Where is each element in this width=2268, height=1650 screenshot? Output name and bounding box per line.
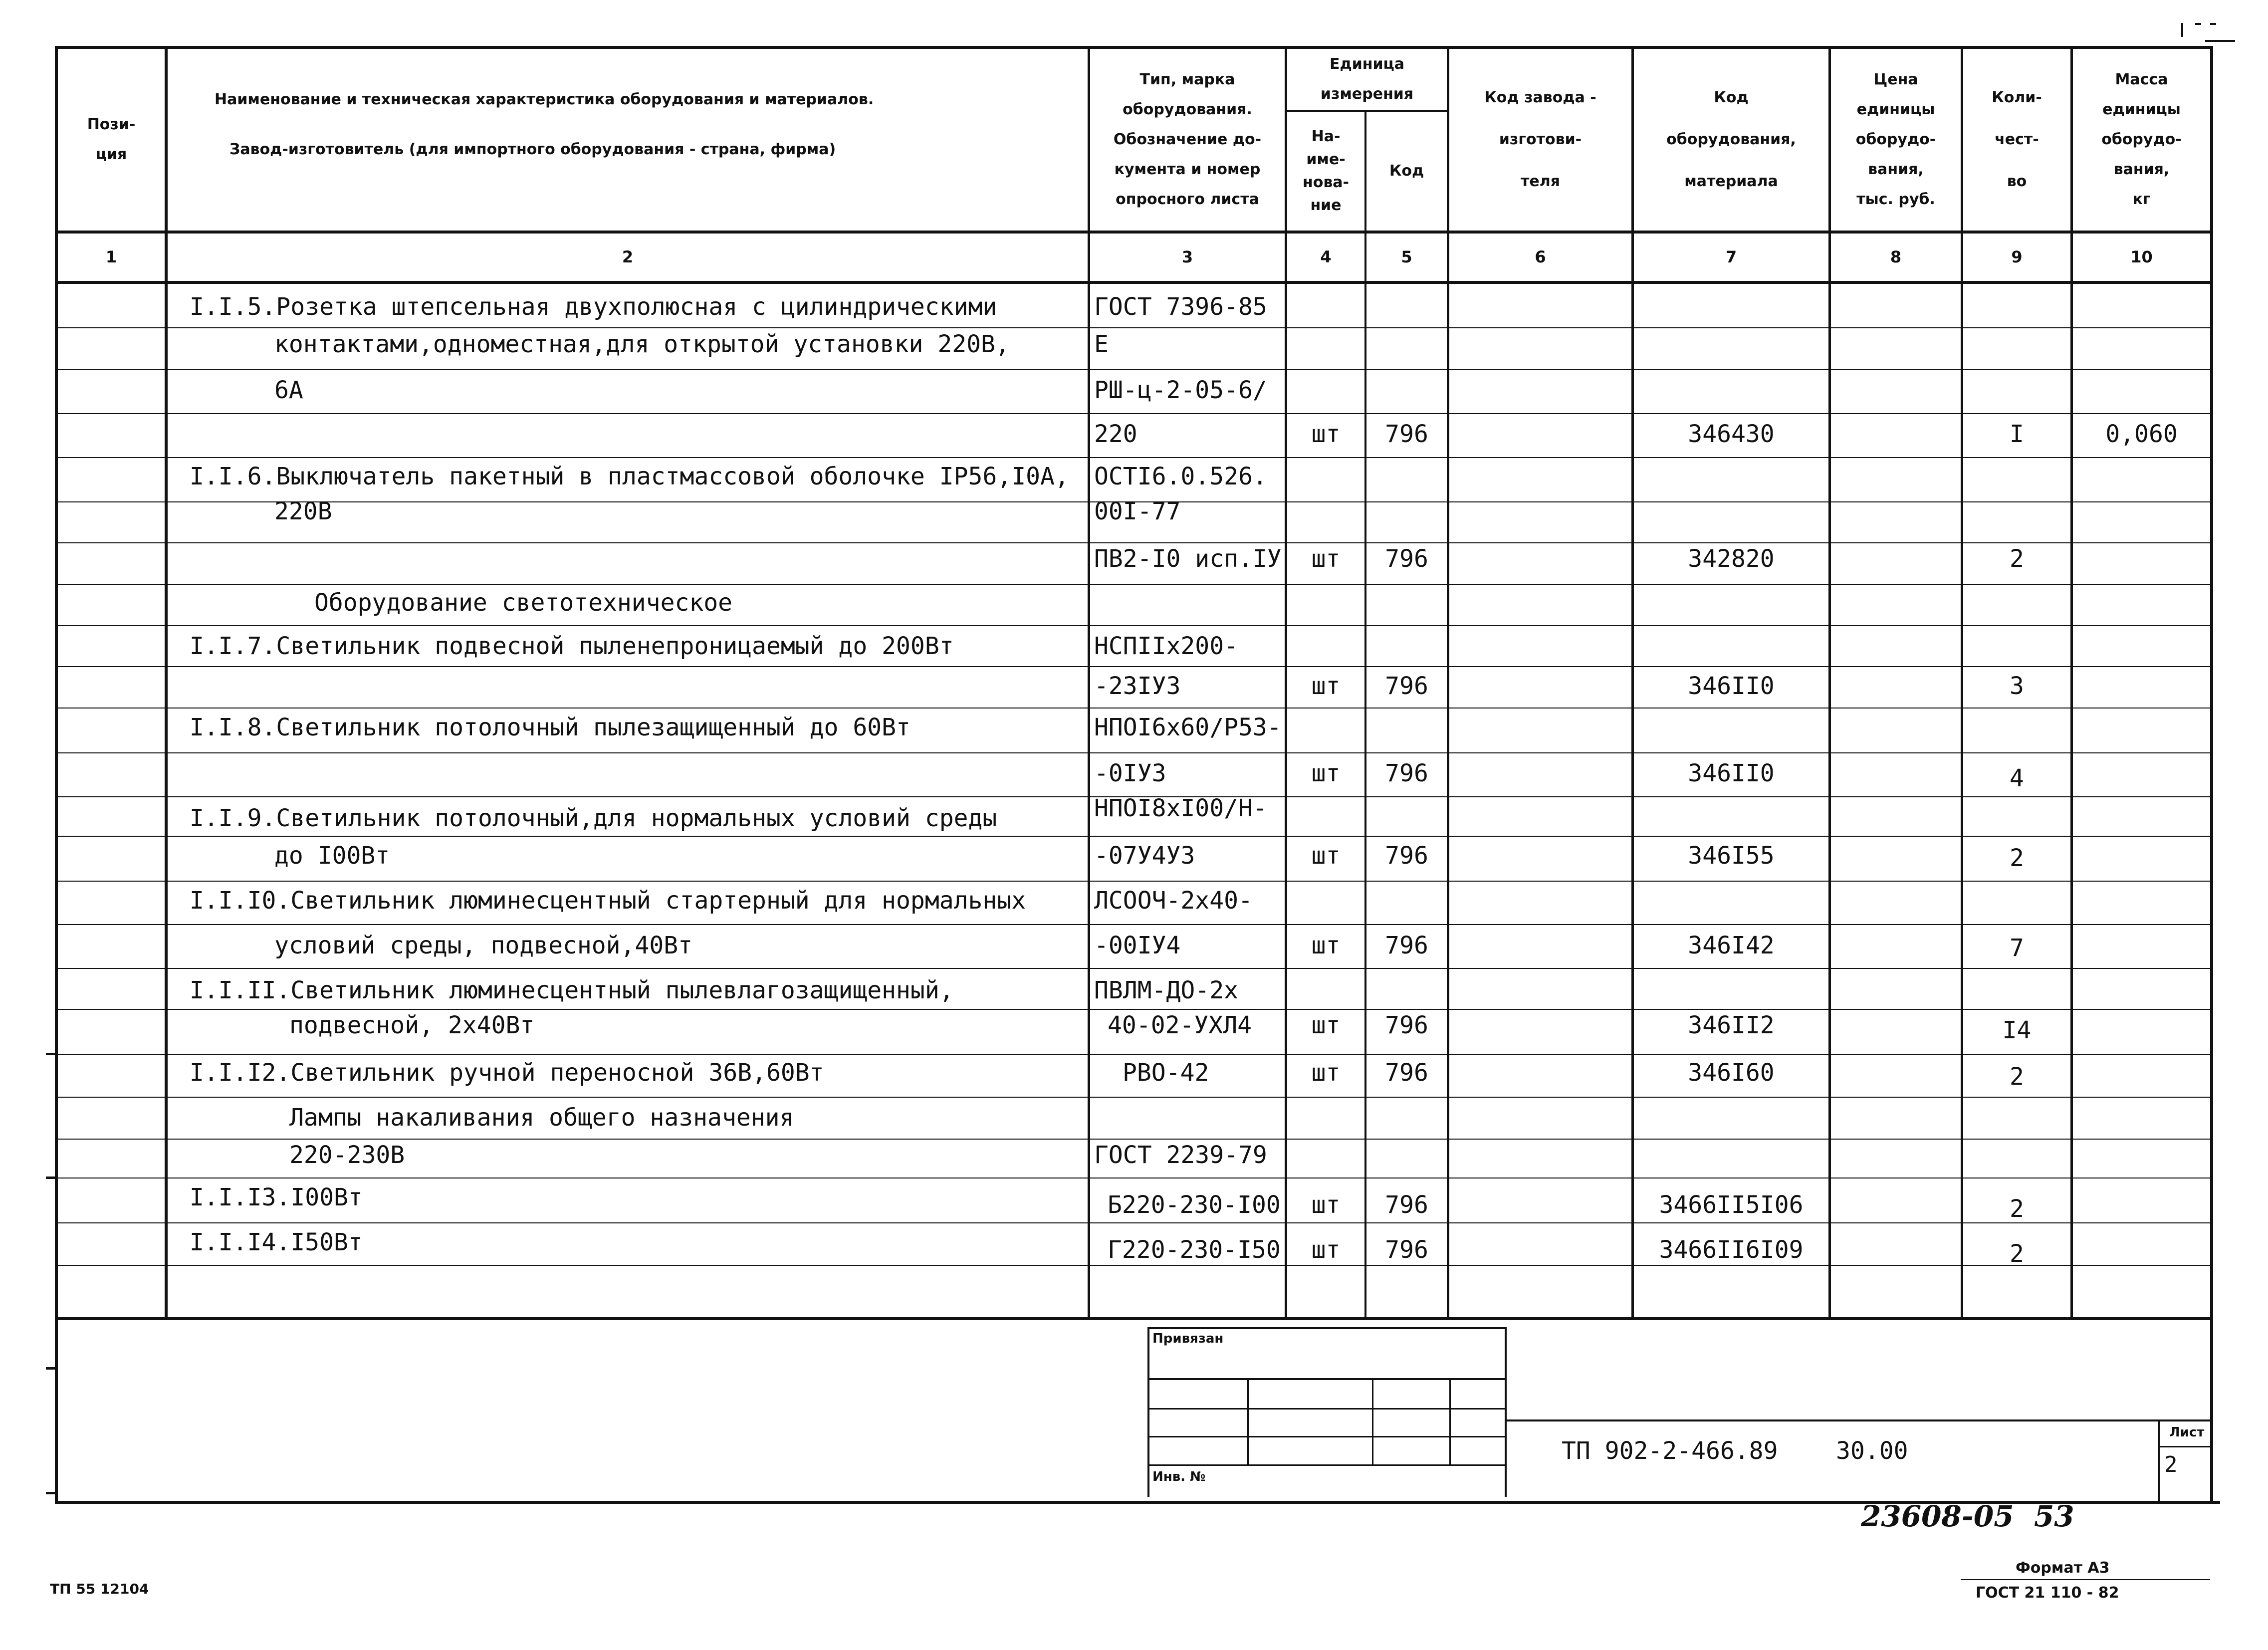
- column-number: 10: [2130, 247, 2153, 266]
- item-type: -23IУ3: [1094, 672, 1181, 700]
- column-number: 8: [1890, 247, 1902, 266]
- item-type: ПВ2-I0 исп.IУ: [1094, 545, 1282, 573]
- attached-label: Привязан: [1152, 1331, 1224, 1346]
- column-number: 5: [1401, 247, 1412, 266]
- item-material-code: 346II0: [1688, 759, 1775, 787]
- item-unit-code: 796: [1385, 842, 1428, 870]
- item-type: -07У4У3: [1094, 842, 1195, 870]
- section-heading: Лампы накаливания общего назначения: [289, 1104, 794, 1132]
- header-col-quantity: Коли- чест- во: [1992, 89, 2042, 190]
- header-col-type: Тип, марка оборудования. Обозначение до- кумента и номер опросного листа: [1113, 71, 1262, 208]
- item-name: 220В: [274, 497, 332, 525]
- item-name: I.I.8.Светильник потолочный пылезащищенный до 60Вт: [190, 713, 910, 741]
- item-unit: шт: [1311, 1059, 1341, 1087]
- sheet-label: Лист: [2169, 1425, 2205, 1440]
- item-quantity: 2: [2010, 1195, 2024, 1223]
- item-quantity: 2: [2010, 1063, 2024, 1091]
- column-number: 3: [1181, 247, 1193, 266]
- item-quantity: 2: [2010, 1240, 2024, 1268]
- column-number: 6: [1535, 247, 1546, 266]
- item-type: НСПIIх200-: [1094, 632, 1238, 660]
- item-material-code: 342820: [1688, 545, 1775, 573]
- item-unit-code: 796: [1385, 1236, 1428, 1264]
- item-name: I.I.I3.I00Вт: [190, 1183, 363, 1211]
- item-unit-code: 796: [1385, 420, 1428, 448]
- item-type: Е: [1094, 330, 1109, 358]
- item-name: условий среды, подвесной,40Вт: [274, 932, 693, 959]
- item-type: НПОI6х60/Р53-: [1094, 713, 1282, 741]
- item-material-code: 346I55: [1688, 842, 1775, 870]
- item-type: 40-02-УХЛ4: [1108, 1011, 1252, 1039]
- format-label: Формат А3: [2016, 1559, 2110, 1577]
- section-heading: Оборудование светотехническое: [314, 589, 733, 617]
- section-code: 30.00: [1836, 1437, 1908, 1465]
- item-quantity: 3: [2010, 672, 2024, 700]
- header-col-position: Пози- ция: [87, 116, 136, 163]
- item-material-code: 346I42: [1688, 932, 1775, 959]
- header-col-mass: Масса единицы оборудо- вания, кг: [2101, 71, 2182, 208]
- header-col-unit-group: Единица измерения: [1320, 55, 1414, 103]
- item-name: I.I.I2.Светильник ручной переносной 36В,60Вт: [190, 1059, 824, 1087]
- item-name: подвесной, 2х40Вт: [289, 1011, 535, 1039]
- item-material-code: 346430: [1688, 420, 1775, 448]
- item-material-code: 346I60: [1688, 1059, 1775, 1087]
- item-type: ОСТI6.0.526.: [1094, 463, 1267, 490]
- gost-label: ГОСТ 21 110 - 82: [1976, 1584, 2119, 1602]
- document-code: ТП 902-2-466.89: [1562, 1437, 1778, 1465]
- item-type: -00IУ4: [1094, 932, 1181, 959]
- sheet-number: 2: [2164, 1452, 2178, 1477]
- item-type: -0IУ3: [1094, 759, 1166, 787]
- item-name: I.I.9.Светильник потолочный,для нормальных условий среды: [190, 804, 997, 832]
- item-quantity: 2: [2010, 545, 2024, 573]
- column-number: 2: [622, 247, 634, 266]
- item-unit: шт: [1311, 1011, 1341, 1039]
- item-unit: шт: [1311, 842, 1341, 870]
- item-unit-code: 796: [1385, 672, 1428, 700]
- item-name: 6А: [274, 376, 303, 404]
- item-unit-code: 796: [1385, 1191, 1428, 1219]
- column-number: 4: [1320, 247, 1332, 266]
- item-unit: шт: [1311, 759, 1341, 787]
- item-type: ГОСТ 7396-85: [1094, 293, 1267, 321]
- item-type: ПВЛМ-ДО-2х: [1094, 976, 1238, 1004]
- item-quantity: 4: [2010, 764, 2024, 792]
- item-name: I.I.5.Розетка штепсельная двухполюсная с цилиндрическими: [190, 293, 997, 321]
- header-col-unit-code: Код: [1389, 162, 1424, 180]
- item-material-code: 346II2: [1688, 1011, 1775, 1039]
- item-name: контактами,одноместная,для открытой установки 220В,: [274, 330, 1010, 358]
- handwritten-number: 23608-05 53: [1861, 1499, 2074, 1533]
- item-name: 220-230В: [289, 1141, 405, 1169]
- item-quantity: I: [2010, 420, 2024, 448]
- item-type: ЛСООЧ-2х40-: [1094, 887, 1253, 915]
- item-unit: шт: [1311, 672, 1341, 700]
- item-name: I.I.II.Светильник люминесцентный пылевлагозащищенный,: [190, 976, 954, 1004]
- item-type: Г220-230-I50: [1108, 1236, 1281, 1264]
- header-col-plant-code: Код завода - изготови- теля: [1484, 89, 1596, 190]
- item-unit-code: 796: [1385, 759, 1428, 787]
- header-col-material-code: Код оборудования, материала: [1666, 89, 1796, 190]
- item-material-code: 3466II5I06: [1659, 1191, 1804, 1219]
- item-unit: шт: [1311, 1191, 1341, 1219]
- item-unit-code: 796: [1385, 1011, 1428, 1039]
- item-name: I.I.6.Выключатель пакетный в пластмассовой оболочке IP56,I0А,: [190, 463, 1069, 490]
- item-unit: шт: [1311, 1236, 1341, 1264]
- header-col-name-line2: Завод-изготовитель (для импортного оборудования - страна, фирма): [229, 141, 836, 158]
- header-col-unit-name: На- име- нова- ние: [1302, 128, 1350, 214]
- footer-rule: [1961, 1579, 2210, 1580]
- item-unit: шт: [1311, 420, 1341, 448]
- item-type: НПОI8хI00/Н-: [1094, 794, 1267, 822]
- item-quantity: 2: [2010, 844, 2024, 872]
- header-col-price: Цена единицы оборудо- вания, тыс. руб.: [1855, 71, 1936, 208]
- item-type: ГОСТ 2239-79: [1094, 1141, 1267, 1169]
- item-type: 220: [1094, 420, 1137, 448]
- item-name: I.I.7.Светильник подвесной пыленепроницаемый до 200Вт: [190, 632, 954, 660]
- column-number: 9: [2011, 247, 2023, 266]
- item-unit: шт: [1311, 545, 1341, 573]
- item-quantity: 7: [2010, 934, 2024, 962]
- inventory-number-label: Инв. №: [1152, 1469, 1206, 1484]
- item-name: I.I.I4.I50Вт: [190, 1228, 363, 1256]
- item-unit-code: 796: [1385, 932, 1428, 959]
- item-material-code: 346II0: [1688, 672, 1775, 700]
- item-unit-code: 796: [1385, 545, 1428, 573]
- item-type: РВО-42: [1123, 1059, 1209, 1087]
- header-col-name-line1: Наименование и техническая характеристика оборудования и материалов.: [215, 91, 874, 108]
- left-code: ТП 55 12104: [50, 1581, 149, 1597]
- column-number: 7: [1725, 247, 1737, 266]
- item-unit: шт: [1311, 932, 1341, 959]
- item-type: Б220-230-I00: [1108, 1191, 1281, 1219]
- column-number: 1: [105, 247, 117, 266]
- item-mass: 0,060: [2105, 420, 2178, 448]
- item-name: до I00Вт: [274, 842, 390, 870]
- item-type: РШ-ц-2-05-6/: [1094, 376, 1267, 404]
- item-material-code: 3466II6I09: [1659, 1236, 1804, 1264]
- item-unit-code: 796: [1385, 1059, 1428, 1087]
- item-quantity: I4: [2002, 1016, 2032, 1044]
- item-type: 00I-77: [1094, 497, 1181, 525]
- item-name: I.I.I0.Светильник люминесцентный стартерный для нормальных: [190, 887, 1026, 915]
